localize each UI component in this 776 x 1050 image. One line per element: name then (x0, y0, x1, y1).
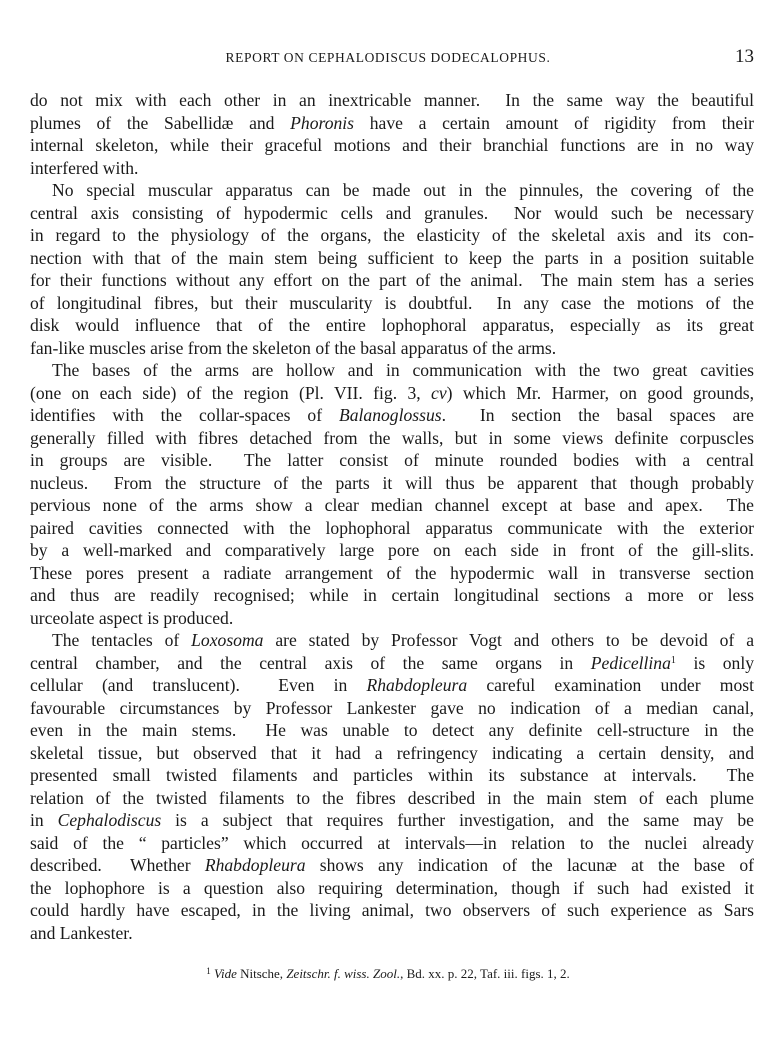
paragraph (30, 629, 754, 944)
text-run: is a subject that requires further investigation, and the same may be (161, 810, 754, 830)
text-run: careful examination under most (467, 675, 754, 695)
text-run: internal skeleton, while their graceful motions and their branchial functions are in no way (30, 135, 754, 155)
text-line (30, 89, 754, 112)
text-line (30, 314, 754, 337)
text-run: (one on each side) of the region (Pl. VII. fig. 3, (30, 382, 432, 403)
text-line (30, 202, 754, 225)
text-run: identifies with the collar-spaces of (30, 405, 339, 425)
italic-term: Loxosoma (191, 630, 264, 650)
text-line (30, 787, 754, 810)
text-run: do not mix with each other in an inextricable manner. In the same way the beautiful (30, 90, 754, 110)
text-line (30, 719, 754, 742)
text-run: described. Whether (30, 855, 205, 875)
text-run: The bases of the arms are hollow and in communication with the two great cavities (52, 360, 754, 380)
text-line (30, 292, 754, 315)
text-line (30, 157, 754, 180)
body-text (30, 89, 754, 944)
text-line (30, 449, 754, 472)
text-run: favourable circumstances by Professor Lankester gave no indication of a median canal, (30, 697, 754, 718)
paragraph (30, 179, 754, 359)
text-run: urceolate aspect is produced. (30, 607, 234, 628)
text-run: paired cavities connected with the lophophoral apparatus communicate with the exterior (30, 517, 754, 538)
text-run: central axis consisting of hypodermic cells and granules. Nor would such be necessary (30, 202, 754, 223)
footnote-reference-marker: 1 (670, 654, 676, 666)
text-line (30, 584, 754, 607)
footnote-author: Nitsche, (236, 966, 287, 981)
text-line (30, 674, 754, 697)
paragraph (30, 89, 754, 179)
text-line (30, 539, 754, 562)
text-run: in regard to the physiology of the organs, the elasticity of the skeletal axis and its con- (30, 225, 754, 245)
italic-term: Pedicellina (590, 652, 671, 673)
text-line (30, 899, 754, 922)
text-run: central chamber, and the central axis of the same organs in (30, 652, 591, 673)
italic-term: Rhabdopleura (204, 855, 306, 875)
text-line (30, 337, 754, 360)
text-run: in (30, 810, 58, 830)
text-line (30, 247, 754, 270)
text-run: the lophophore is a question also requiring determination, though if such had existed it (30, 877, 754, 898)
text-run: shows any indication of the lacunæ at the base of (305, 855, 754, 875)
text-run: nection with that of the main stem being sufficient to keep the parts in a position suitable (30, 247, 754, 268)
text-line (30, 112, 754, 135)
italic-term: Phoronis (290, 112, 355, 133)
text-line (30, 472, 754, 495)
text-run: by a well-marked and comparatively large pore on each side in front of the gill-slits. (30, 540, 754, 560)
text-line (30, 854, 754, 877)
text-run: for their functions without any effort on the part of the animal. The main stem has a series (30, 270, 754, 290)
text-run: skeletal tissue, but observed that it had a refringency indicating a certain density, and (30, 742, 754, 763)
text-run: of longitudinal fibres, but their muscularity is doubtful. In any case the motions of the (30, 292, 754, 313)
text-run: is only (675, 652, 755, 673)
footnote-journal: Zeitschr. f. wiss. Zool. (286, 966, 401, 981)
footnote-marker: 1 (206, 966, 211, 976)
paragraph (30, 359, 754, 629)
text-line (30, 697, 754, 720)
text-line (30, 562, 754, 585)
text-line (30, 607, 754, 630)
text-run: and thus are readily recognised; while in certain longitudinal sections a more or less (30, 585, 754, 605)
text-line (30, 359, 754, 382)
text-run: nucleus. From the structure of the parts it will thus be apparent that though probably (30, 472, 754, 493)
text-line (30, 269, 754, 292)
text-line (30, 832, 754, 855)
text-line (30, 652, 754, 675)
text-line (30, 877, 754, 900)
text-run: These pores present a radiate arrangement of the hypodermic wall in transverse section (30, 562, 754, 583)
text-line (30, 404, 754, 427)
text-run: The tentacles of (52, 630, 192, 650)
text-line (30, 224, 754, 247)
text-line (30, 179, 754, 202)
text-run: interfered with. (30, 157, 139, 178)
text-line (30, 134, 754, 157)
text-run: cellular (and translucent). Even in (30, 675, 367, 695)
text-run: pervious none of the arms show a clear median channel except at base and apex. The (30, 495, 754, 515)
text-line (30, 629, 754, 652)
text-run: relation of the twisted filaments to the fibres described in the main stem of each plume (30, 787, 754, 808)
page-number: 13 (735, 46, 754, 67)
running-title: REPORT ON CEPHALODISCUS DODECALOPHUS. (225, 50, 551, 65)
footnote-vide: Vide (213, 966, 237, 981)
text-line (30, 809, 754, 832)
text-run: presented small twisted filaments and particles within its substance at intervals. The (30, 765, 754, 785)
text-line (30, 742, 754, 765)
text-run: . In section the basal spaces are (441, 405, 754, 425)
text-line (30, 922, 754, 945)
text-run: and Lankester. (30, 922, 133, 943)
text-run: disk would influence that of the entire lophophoral apparatus, especially as its great (30, 315, 754, 335)
footnote-reference: , Bd. xx. p. 22, Taf. iii. figs. 1, 2. (400, 966, 570, 981)
text-run: said of the “ particles” which occurred at intervals—in relation to the nuclei already (30, 832, 754, 853)
italic-term: cv (431, 382, 447, 403)
text-run: have a certain amount of rigidity from their (354, 112, 754, 133)
italic-term: Balanoglossus (338, 405, 442, 425)
text-run: No special muscular apparatus can be made out in the pinnules, the covering of the (52, 180, 754, 200)
italic-term: Rhabdopleura (366, 675, 468, 695)
text-run: in groups are visible. The latter consist of minute rounded bodies with a central (30, 450, 754, 470)
text-run: fan-like muscles arise from the skeleton of the basal apparatus of the arms. (30, 337, 557, 358)
text-run: could hardly have escaped, in the living animal, two observers of such experience as Sars (30, 900, 754, 920)
italic-term: Cephalodiscus (57, 810, 162, 830)
text-run: are stated by Professor Vogt and others to be devoid of a (263, 630, 754, 650)
text-run: generally filled with fibres detached from the walls, but in some views definite corpuscles (30, 427, 754, 448)
text-run: even in the main stems. He was unable to detect any definite cell-structure in the (30, 720, 754, 740)
text-line (30, 427, 754, 450)
text-line (30, 382, 754, 405)
text-line (30, 517, 754, 540)
text-line (30, 764, 754, 787)
footnote (0, 966, 776, 982)
text-line (30, 494, 754, 517)
text-run: ) which Mr. Harmer, on good grounds, (446, 382, 754, 403)
text-run: plumes of the Sabellidæ and (30, 112, 291, 133)
